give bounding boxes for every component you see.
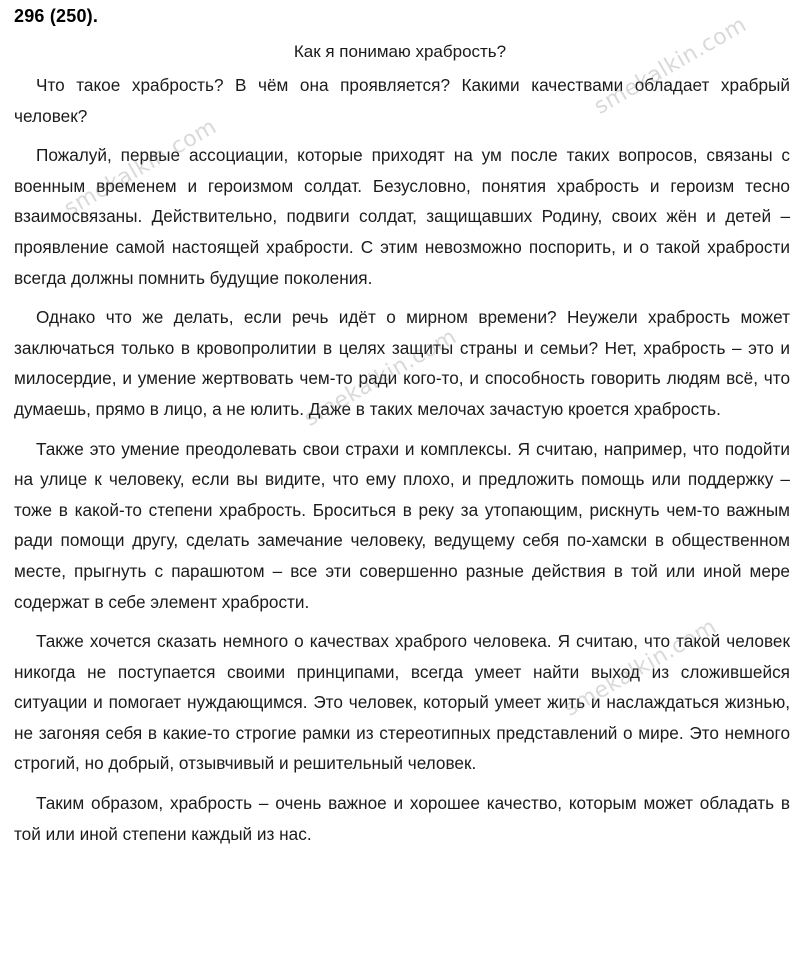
essay-paragraph: Таким образом, храбрость – очень важное и хорошее качество, которым может обладать в той или иной степени каждый из нас. xyxy=(14,793,790,844)
essay-body xyxy=(14,70,790,858)
essay-paragraph: Что такое храбрость? В чём она проявляется? Какими качествами обладает храбрый человек? xyxy=(14,75,790,126)
essay-paragraph: Также это умение преодолевать свои страхи и комплексы. Я считаю, например, что подойти на улице к человеку, если вы видите, что ему плохо, и предложить помощь или поддержку – тоже в какой-то степени храбрость. Броситься в реку за утопающим, рискнуть чем-то важным ради помощи другу, сделать замечание человеку, ведущему себя по-хамски в общественном месте, прыгнуть с парашютом – все эти совершенно разные действия в той или иной мере содержат в себе элемент храбрости. xyxy=(14,438,790,612)
essay-title: Как я понимаю храбрость? xyxy=(293,42,507,61)
watermark: smekalkin.com xyxy=(300,324,462,432)
task-number: 296 (250). xyxy=(14,6,99,26)
watermark: smekalkin.com xyxy=(560,614,722,722)
essay-paragraph: Однако что же делать, если речь идёт о мирном времени? Неужели храбрость может заключаться только в кровопролитии в целях защиты страны и семьи? Нет, храбрость – это и милосердие, и умение жертвовать чем-то ради кого-то, и способность говорить людям всё, что думаешь, прямо в лицо, а не юлить. Даже в таких мелочах зачастую кроется храбрость. xyxy=(14,307,790,419)
essay-paragraph: Пожалуй, первые ассоциации, которые приходят на ум после таких вопросов, связаны с военным временем и героизмом солдат. Безусловно, понятия храбрость и героизм тесно взаимосвязаны. Действительно, подвиги солдат, защищавших Родину, своих жён и детей – проявление самой настоящей храбрости. С этим невозможно поспорить, и о такой храбрости всегда должны помнить будущие поколения. xyxy=(14,145,790,288)
essay-paragraph: Также хочется сказать немного о качествах храброго человека. Я считаю, что такой человек никогда не поступается своими принципами, всегда умеет найти выход из сложившейся ситуации и помогает нуждающимся. Это человек, который умеет жить и наслаждаться жизнью, не загоняя себя в какие-то строгие рамки из стереотипных представлений о мире. Это немного строгий, но добрый, отзывчивый и решительный человек. xyxy=(14,631,790,774)
watermark: smekalkin.com xyxy=(60,114,222,222)
watermark: smekalkin.com xyxy=(590,12,752,120)
